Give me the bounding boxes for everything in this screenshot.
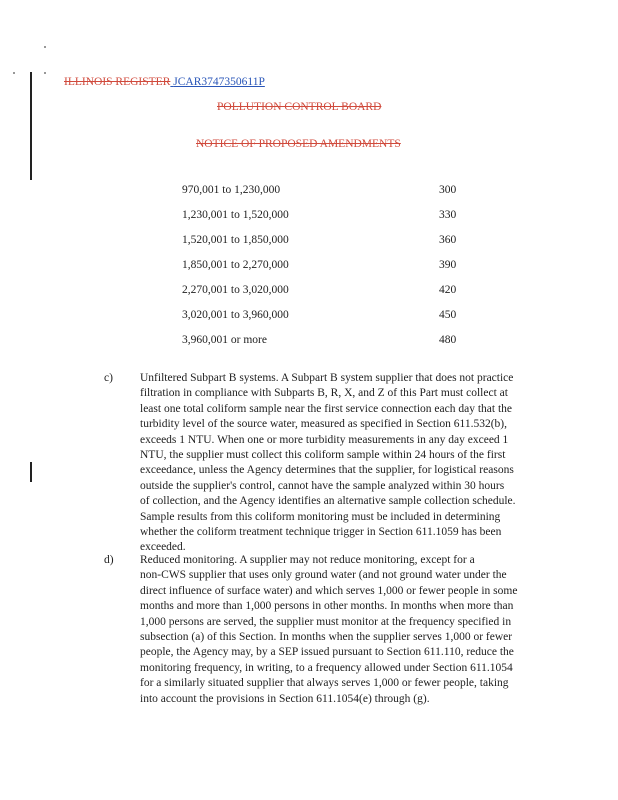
population-range: 3,020,001 to 3,960,000: [182, 309, 289, 321]
text-line: Unfiltered Subpart B systems. A Subpart B system supplier that does not practice: [140, 372, 514, 384]
text-line: exceeds 1 NTU. When one or more turbidity measurements in any day exceed 1: [140, 433, 509, 446]
text-line: people, the Agency may, by a SEP issued pursuant to Section 611.110, reduce the: [140, 646, 514, 659]
table-row: [182, 334, 482, 359]
table-row: [182, 309, 482, 334]
table-row: [182, 184, 482, 209]
text-line: for a similarly situated supplier that always serves 1,000 or fewer people, taking: [140, 677, 509, 690]
text-line: Reduced monitoring. A supplier may not reduce monitoring, except for a: [140, 554, 475, 566]
register-header: [64, 76, 265, 88]
register-title-struck: ILLINOIS REGISTER: [64, 76, 171, 88]
text-line: months and more than 1,000 persons in other months. In months when more than: [140, 600, 514, 613]
table-row: [182, 284, 482, 309]
sample-count: 360: [439, 234, 457, 246]
section-text: [140, 553, 542, 707]
text-line: whether the coliform treatment technique trigger in Section 611.1059 has been: [140, 526, 502, 539]
text-line: outside the supplier's control, cannot have the sample analyzed within 30 hours: [140, 479, 505, 492]
text-line: least one total coliform sample near the first service connection each day that the: [140, 402, 513, 415]
sample-count: 300: [439, 184, 457, 196]
population-range: 1,850,001 to 2,270,000: [182, 259, 289, 271]
population-sample-table: [182, 184, 482, 359]
text-line: 1,000 persons are served, the supplier must monitor at the frequency specified in: [140, 615, 512, 628]
text-line: into account the provisions in Section 611.1054(e) through (g).: [140, 692, 430, 705]
population-range: 1,230,001 to 1,520,000: [182, 209, 289, 221]
change-bar-section-c: [30, 462, 32, 482]
text-line: exceeded.: [140, 541, 186, 554]
scan-speck: [13, 72, 15, 74]
population-range: 2,270,001 to 3,020,000: [182, 284, 289, 296]
table-row: [182, 259, 482, 284]
jcar-code: JCAR3747350611P: [173, 76, 265, 88]
text-line: of collection, and the Agency identifies an alternative sample collection schedule.: [140, 495, 516, 508]
text-line: exceedance, unless the Agency determines that the supplier, for logistical reasons: [140, 464, 514, 477]
population-range: 1,520,001 to 1,850,000: [182, 234, 289, 246]
scan-speck: [44, 72, 46, 74]
text-line: Sample results from this coliform monitoring must be included in determining: [140, 510, 501, 523]
section-text: [140, 371, 542, 556]
text-line: NTU, the supplier must collect this coliform sample within 24 hours of the first: [140, 449, 506, 462]
population-range: 3,960,001 or more: [182, 334, 267, 346]
text-line: non-CWS supplier that uses only ground water (and not ground water under the: [140, 569, 507, 582]
scan-speck: [44, 46, 46, 48]
notice-title-struck: NOTICE OF PROPOSED AMENDMENTS: [196, 138, 401, 150]
sample-count: 390: [439, 259, 457, 271]
table-row: [182, 234, 482, 259]
section-label: c): [104, 372, 113, 384]
sample-count: 450: [439, 309, 457, 321]
text-line: direct influence of surface water) and which serves 1,000 or fewer people in some: [140, 584, 518, 597]
population-range: 970,001 to 1,230,000: [182, 184, 281, 196]
text-line: subsection (a) of this Section. In months when the supplier serves 1,000 or fewer: [140, 631, 513, 644]
board-title-struck: POLLUTION CONTROL BOARD: [217, 101, 382, 113]
section-label: d): [104, 554, 114, 566]
table-row: [182, 209, 482, 234]
sample-count: 420: [439, 284, 457, 296]
sample-count: 480: [439, 334, 457, 346]
text-line: monitoring frequency, in writing, to a frequency allowed under Section 611.1054: [140, 661, 513, 674]
text-line: filtration in compliance with Subparts B, R, X, and Z of this Part must collect at: [140, 387, 508, 400]
text-line: turbidity level of the source water, measured as specified in Section 611.532(b),: [140, 418, 508, 431]
change-bar-header: [30, 72, 32, 180]
sample-count: 330: [439, 209, 457, 221]
